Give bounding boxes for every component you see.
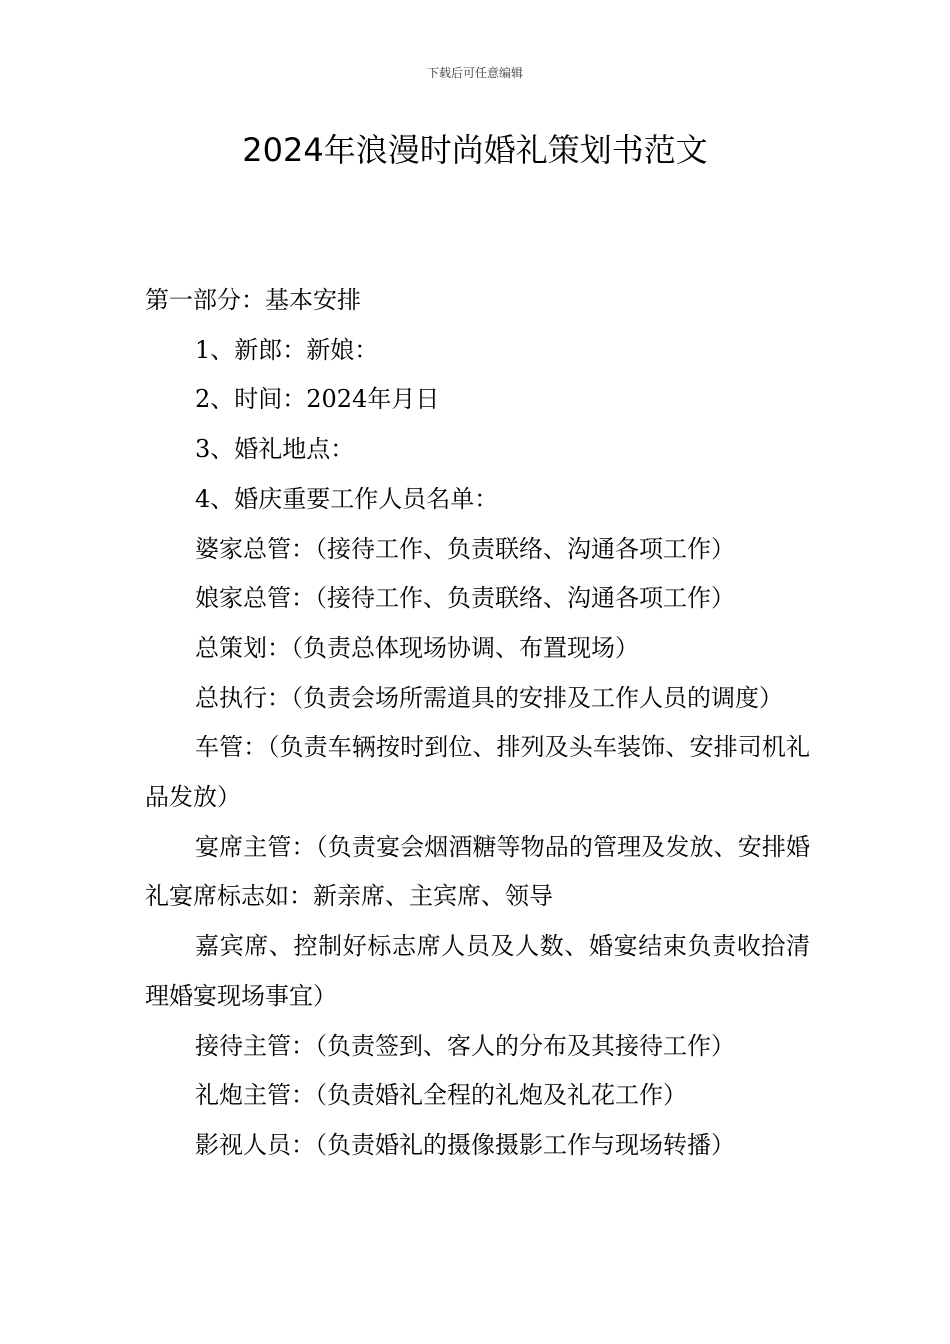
role-paragraph: 宴席主管：（负责宴会烟酒糖等物品的管理及发放、安排婚礼宴席标志如：新亲席、主宾席、领导: [145, 832, 810, 911]
document-body: [145, 276, 810, 1171]
role-paragraph: 总执行：（负责会场所需道具的安排及工作人员的调度）: [195, 683, 783, 712]
role-paragraph: 接待主管：（负责签到、客人的分布及其接待工作）: [195, 1031, 735, 1060]
list-item: 1、新郎：新娘：: [195, 335, 379, 364]
role-paragraph: 总策划：（负责总体现场协调、布置现场）: [195, 633, 639, 662]
role-paragraph: 婆家总管：（接待工作、负责联络、沟通各项工作）: [195, 534, 735, 563]
list-item: 4、婚庆重要工作人员名单：: [195, 484, 499, 513]
header-note: 下载后可任意编辑: [426, 66, 523, 80]
role-paragraph: 嘉宾席、控制好标志席人员及人数、婚宴结束负责收拾清理婚宴现场事宜）: [145, 932, 810, 1010]
section-heading: 第一部分：基本安排: [145, 286, 361, 314]
role-paragraph: 车管：（负责车辆按时到位、排列及头车装饰、安排司机礼品发放）: [145, 733, 810, 812]
role-paragraph: 影视人员：（负责婚礼的摄像摄影工作与现场转播）: [195, 1130, 735, 1159]
role-paragraph: 礼炮主管：（负责婚礼全程的礼炮及礼花工作）: [195, 1081, 687, 1110]
list-item: 2、时间：2024年月日: [195, 385, 440, 414]
document-title: 2024年浪漫时尚婚礼策划书范文: [242, 131, 708, 169]
list-item: 3、婚礼地点：: [195, 435, 355, 464]
role-paragraph: 娘家总管：（接待工作、负责联络、沟通各项工作）: [195, 584, 735, 613]
